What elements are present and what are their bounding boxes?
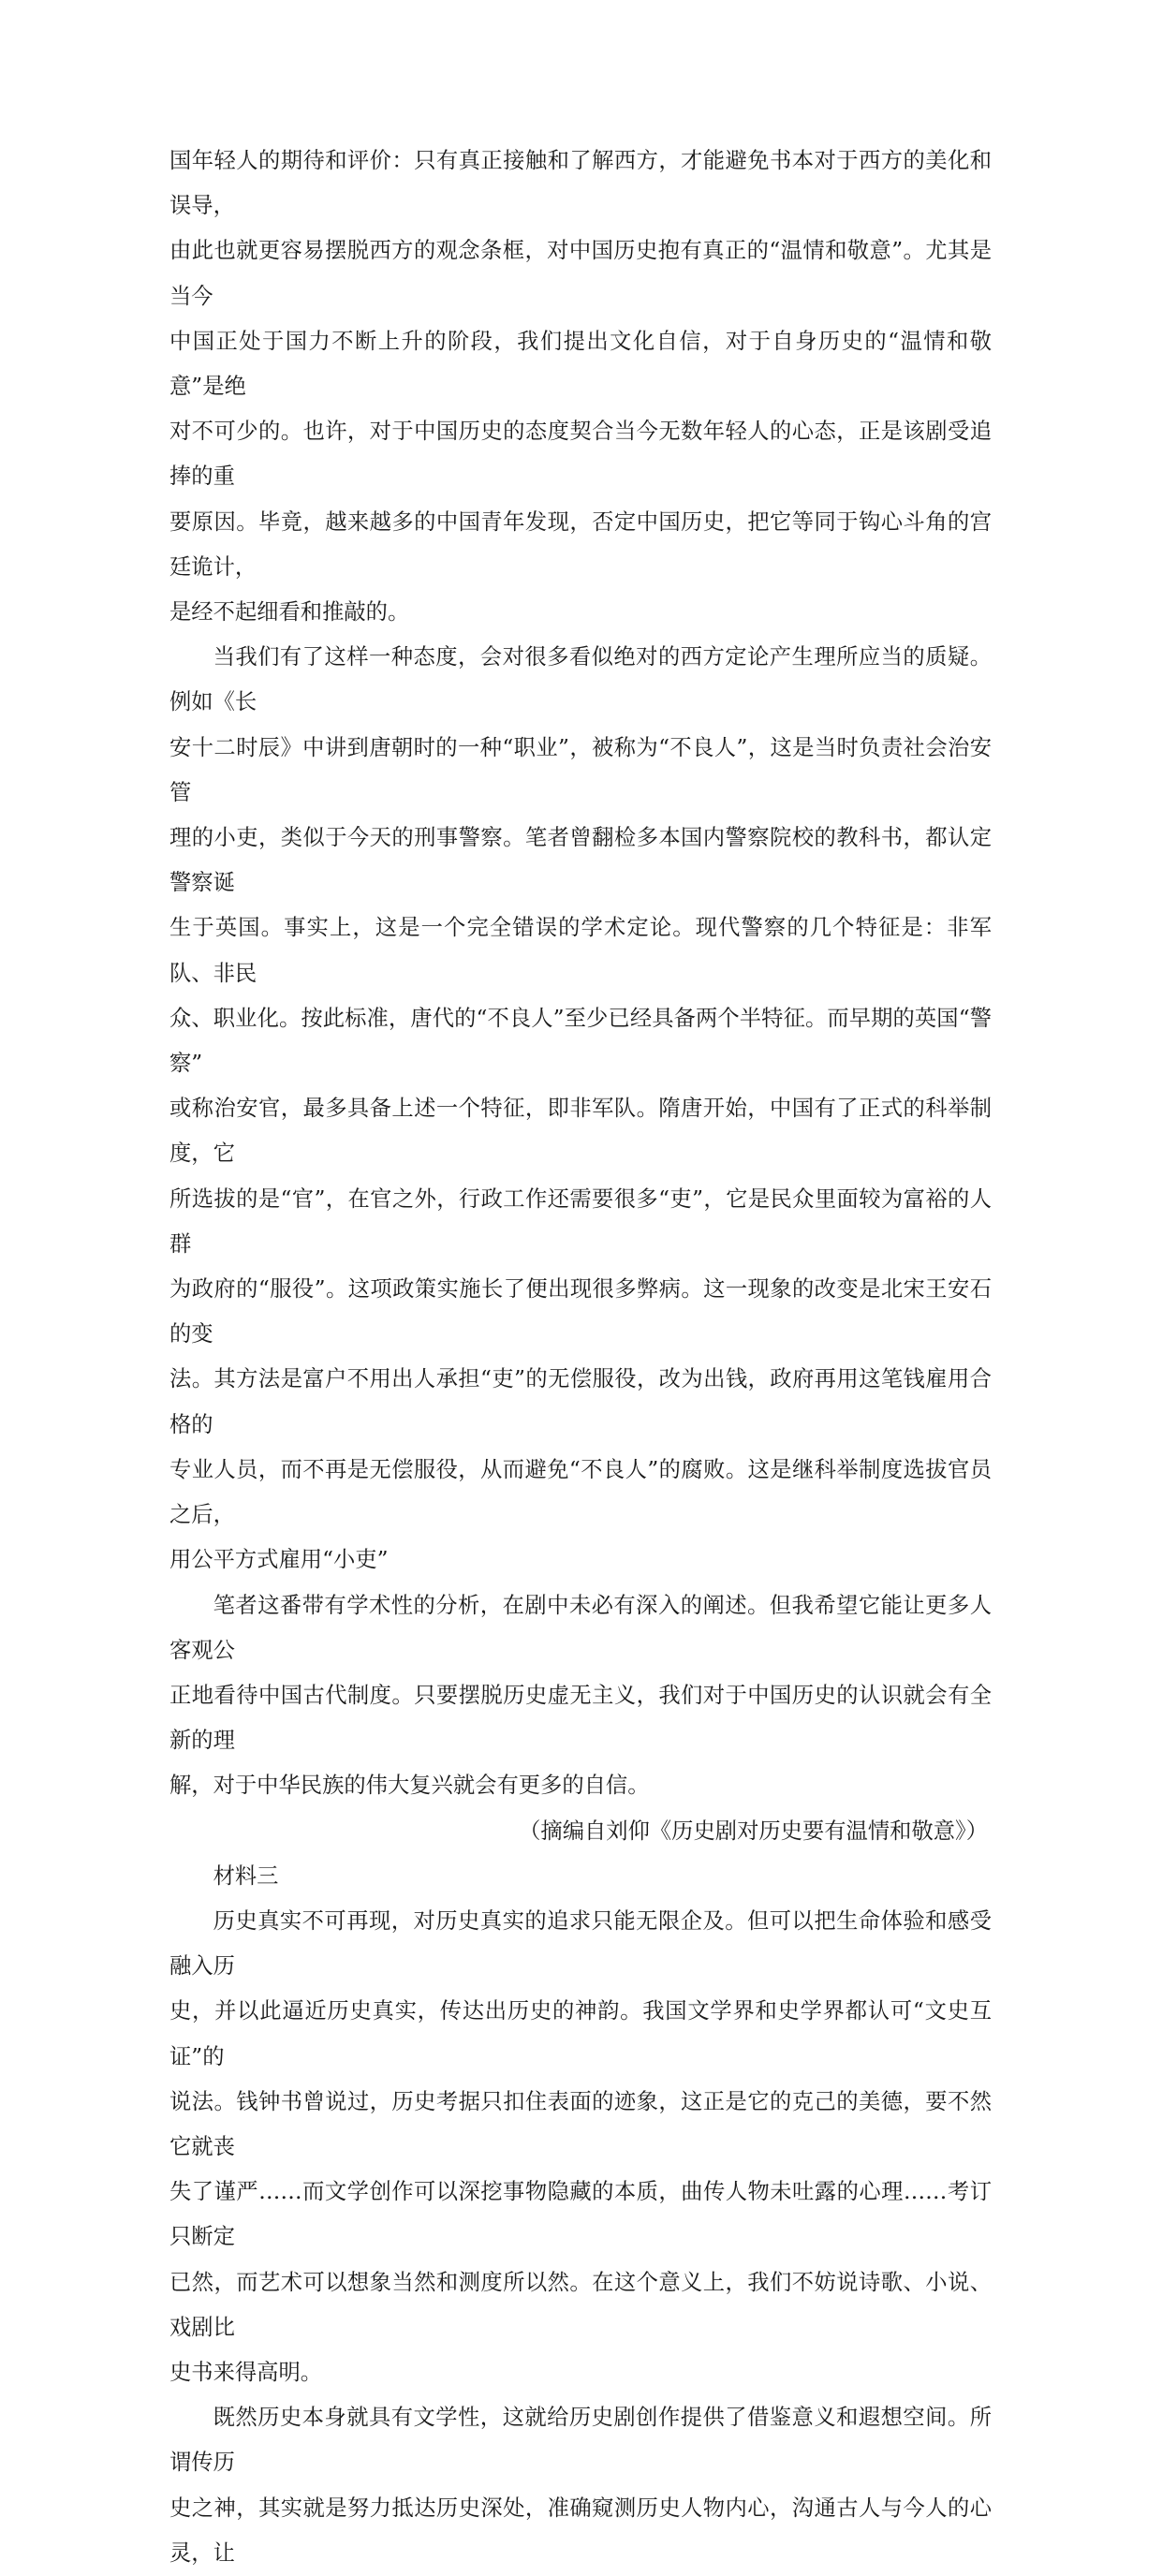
text-line: 史之神，其实就是努力抵达历史深处，准确窥测历史人物内心，沟通古人与今人的心灵，让 xyxy=(169,2495,992,2566)
paragraph-4 xyxy=(169,1899,992,2395)
paragraph-2 xyxy=(169,635,992,1582)
text-line: 当我们有了这样一种态度，会对很多看似绝对的西方定论产生理所应当的质疑。例如《长 xyxy=(169,644,992,715)
document-page xyxy=(169,139,992,2576)
paragraph-3 xyxy=(169,1583,992,1809)
source-citation: （摘编自刘仰《历史剧对历史要有温情和敬意》） xyxy=(519,1818,988,1844)
text-line: 用公平方式雇用“小吏” xyxy=(169,1547,389,1573)
text-line: 众、职业化。按此标准，唐代的“不良人”至少已经具备两个半特征。而早期的英国“警察” xyxy=(169,1005,992,1077)
text-line: 或称治安官，最多具备上述一个特征，即非军队。隋唐开始，中国有了正式的科举制度，它 xyxy=(169,1096,992,1167)
text-line: 为政府的“服役”。这项政策实施长了便出现很多弊病。这一现象的改变是北宋王安石的变 xyxy=(169,1276,992,1347)
text-line: 说法。钱钟书曾说过，历史考据只扣住表面的迹象，这正是它的克己的美德，要不然它就丧 xyxy=(169,2088,992,2159)
text-line: 要原因。毕竟，越来越多的中国青年发现，否定中国历史，把它等同于钩心斗角的宫廷诡计， xyxy=(169,508,992,580)
text-line: 是经不起细看和推敲的。 xyxy=(169,599,410,626)
text-line: 笔者这番带有学术性的分析，在剧中未必有深入的阐述。但我希望它能让更多人客观公 xyxy=(169,1592,992,1663)
text-line: 生于英国。事实上，这是一个完全错误的学术定论。现代警察的几个特征是：非军队、非民 xyxy=(169,915,992,986)
text-line: 正地看待中国古代制度。只要摆脱历史虚无主义，我们对于中国历史的认识就会有全新的理 xyxy=(169,1682,992,1754)
text-line: 理的小吏，类似于今天的刑事警察。笔者曾翻检多本国内警察院校的教科书，都认定警察诞 xyxy=(169,825,992,896)
text-line: 所选拔的是“官”，在官之外，行政工作还需要很多“吏”，它是民众里面较为富裕的人群 xyxy=(169,1185,992,1257)
text-line: 中国正处于国力不断上升的阶段，我们提出文化自信，对于自身历史的“温情和敬意”是绝 xyxy=(169,328,992,400)
text-line: 由此也就更容易摆脱西方的观念条框，对中国历史抱有真正的“温情和敬意”。尤其是当今 xyxy=(169,238,992,309)
text-line: 既然历史本身就具有文学性，这就给历史剧创作提供了借鉴意义和遐想空间。所谓传历 xyxy=(169,2405,992,2476)
paragraph-1 xyxy=(169,139,992,635)
text-line: 专业人员，而不再是无偿服役，从而避免“不良人”的腐败。这是继科举制度选拔官员之后， xyxy=(169,1456,992,1528)
section-heading: 材料三 xyxy=(213,1862,279,1889)
text-line: 史书来得高明。 xyxy=(169,2359,323,2385)
text-line: 安十二时辰》中讲到唐朝时的一种“职业”，被称为“不良人”，这是当时负责社会治安管 xyxy=(169,734,992,805)
paragraph-5 xyxy=(169,2395,992,2576)
text-line: 国年轻人的期待和评价：只有真正接触和了解西方，才能避免书本对于西方的美化和误导， xyxy=(169,148,992,219)
text-line: 历史真实不可再现，对历史真实的追求只能无限企及。但可以把生命体验和感受融入历 xyxy=(169,1907,992,1980)
text-line: 法。其方法是富户不用出人承担“吏”的无偿服役，改为出钱，政府再用这笔钱雇用合格的 xyxy=(169,1366,992,1437)
text-line: 失了谨严……而文学创作可以深挖事物隐藏的本质，曲传人物未吐露的心理……考订只断定 xyxy=(169,2179,992,2250)
text-line: 已然，而艺术可以想象当然和测度所以然。在这个意义上，我们不妨说诗歌、小说、戏剧比 xyxy=(169,2269,992,2340)
text-line: 对不可少的。也许，对于中国历史的态度契合当今无数年轻人的心态，正是该剧受追捧的重 xyxy=(169,419,992,490)
text-line: 解，对于中华民族的伟大复兴就会有更多的自信。 xyxy=(169,1773,650,1799)
text-line: 史，并以此逼近历史真实，传达出历史的神韵。我国文学界和史学界都认可“文史互证”的 xyxy=(169,1998,992,2069)
